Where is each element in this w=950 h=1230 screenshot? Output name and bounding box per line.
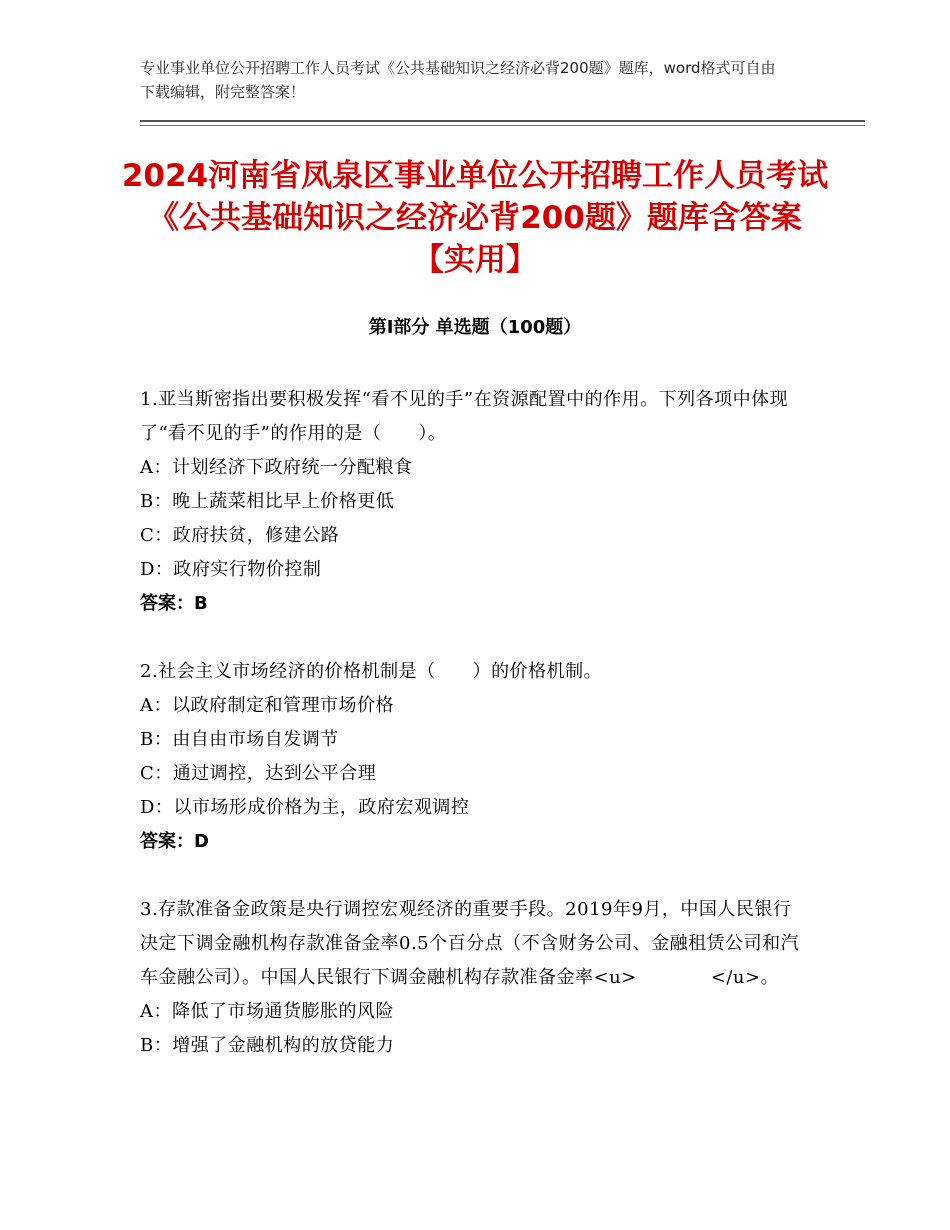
option-c: C：政府扶贫，修建公路 [140, 525, 340, 546]
option-b: B：增强了金融机构的放贷能力 [140, 1035, 395, 1056]
option-a: A：计划经济下政府统一分配粮食 [140, 457, 413, 478]
question-3 [140, 893, 800, 1063]
question-stem: 2.社会主义市场经济的价格机制是（ ）的价格机制。 [140, 661, 603, 682]
question-stem: 3.存款准备金政策是央行调控宏观经济的重要手段。2019年9月，中国人民银行决定下调金融机构存款准备金率0.5个百分点（不含财务公司、金融租赁公司和汽车金融公司）。中国人民银行下调金融机构存款准备金率<u> </u>。 [140, 899, 800, 988]
question-2 [140, 655, 800, 859]
question-1 [140, 383, 800, 621]
option-a: A：以政府制定和管理市场价格 [140, 695, 394, 716]
header-note: 专业事业单位公开招聘工作人员考试《公共基础知识之经济必背200题》题库，word格式可自由下载编辑，附完整答案！ [140, 59, 776, 101]
document-title: 2024河南省凤泉区事业单位公开招聘工作人员考试《公共基础知识之经济必背200题》题库含答案【实用】 [121, 158, 829, 278]
answer: 答案：D [140, 831, 209, 852]
option-b: B：由自由市场自发调节 [140, 729, 339, 750]
option-b: B：晚上蔬菜相比早上价格更低 [140, 491, 395, 512]
header-rule [140, 120, 865, 122]
header-rule-thin [140, 125, 865, 126]
question-list [140, 383, 800, 1097]
option-a: A：降低了市场通货膨胀的风险 [140, 1001, 394, 1022]
option-d: D：以市场形成价格为主，政府宏观调控 [140, 797, 470, 818]
option-c: C：通过调控，达到公平合理 [140, 763, 377, 784]
section-title: 第Ⅰ部分 单选题（100题） [368, 317, 582, 338]
question-stem: 1.亚当斯密指出要积极发挥“看不见的手”在资源配置中的作用。下列各项中体现了“看不见的手”的作用的是（ ）。 [140, 389, 789, 444]
answer: 答案：B [140, 593, 208, 614]
option-d: D：政府实行物价控制 [140, 559, 322, 580]
